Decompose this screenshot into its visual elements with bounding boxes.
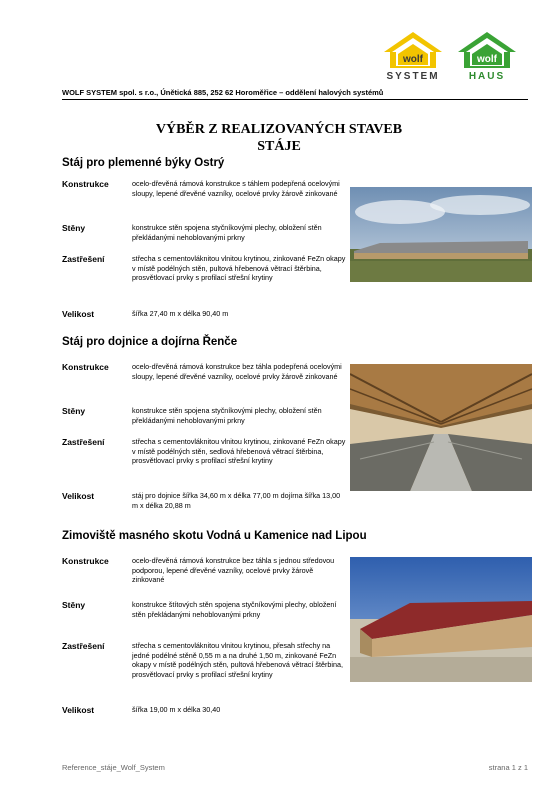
wolf-haus-logo: [452, 30, 522, 82]
section-ostry: [62, 157, 532, 327]
svg-text:wolf: wolf: [477, 54, 497, 65]
row-label: Velikost: [62, 309, 95, 319]
row-value: ocelo-dřevěná rámová konstrukce bez táhla podepřená ocelovými sloupy, lepené dřevěné vazníky, ocelové prvky žárově zinkované: [132, 362, 342, 381]
row-value: stáj pro dojnice šířka 34,60 m x délka 77,00 m dojírna šířka 13,00 m x délka 20,88 m: [132, 491, 341, 510]
row-value: střecha s cementovláknitou vlnitou krytinou, zinkované FeZn okapy v místě podélných stěn, pultová hřebenová větrací štěrbina, prosvětlovací prvky s profilací střešní krytiny: [132, 254, 346, 282]
row-value: konstrukce stěn spojena styčníkovými plechy, obložení stěn překládanými nehoblovanými prkny: [132, 406, 322, 425]
page-subtitle: STÁJE: [257, 139, 301, 154]
row-label: Velikost: [62, 705, 95, 715]
footer-filename: Reference_stáje_Wolf_System: [62, 763, 165, 772]
row-label: Konstrukce: [62, 362, 109, 372]
row-label: Zastřešení: [62, 437, 105, 447]
row-label: Zastřešení: [62, 254, 105, 264]
row-value: střecha s cementovláknitou vlnitou krytinou, zinkované FeZn okapy v místě podélných stěn, sedlová hřebenová větrací štěrbina, prosvětlovací prvky s profilací střešní krytiny: [132, 437, 346, 465]
row-value: ocelo-dřevěná rámová konstrukce bez táhla s jednou středovou podporou, lepené dřevěné vazníky, ocelové prvky žárově zinkované: [132, 556, 335, 584]
row-value: konstrukce štítových stěn spojena styčníkovými plechy, obložení stěn překládanými nehoblovanými prkny: [132, 600, 337, 619]
row-value: šířka 19,00 m x délka 30,40: [132, 705, 221, 714]
wolf-haus-house-icon: [452, 30, 522, 70]
row-label: Velikost: [62, 491, 95, 501]
row-label: Konstrukce: [62, 179, 109, 189]
section-vodna: [62, 530, 532, 730]
row-value: šířka 27,40 m x délka 90,40 m: [132, 309, 229, 318]
row-label: Stěny: [62, 223, 86, 233]
logo-group: [378, 30, 528, 82]
section-title: Stáj pro plemenné býky Ostrý: [62, 157, 225, 169]
row-label: Stěny: [62, 600, 86, 610]
row-value: ocelo-dřevěná rámová konstrukce s táhlem podepřená ocelovými sloupy, lepené dřevěné vazníky, ocelové prvky žárově zinkované: [132, 179, 340, 198]
barn-photo-ostry: [350, 187, 532, 282]
section-title: Zimoviště masného skotu Vodná u Kamenice nad Lipou: [62, 530, 367, 542]
section-title: Stáj pro dojnice a dojírna Řenče: [62, 336, 238, 348]
wolf-system-logo: [378, 30, 448, 82]
svg-text:wolf: wolf: [403, 54, 423, 65]
row-label: Zastřešení: [62, 641, 105, 651]
row-value: konstrukce stěn spojena styčníkovými plechy, obložení stěn překládanými nehoblovanými prkny: [132, 223, 322, 242]
barn-photo-rence: [350, 364, 532, 491]
company-address: WOLF SYSTEM spol. s r.o., Únětická 885, 252 62 Horoměřice – oddělení halových systémů: [62, 88, 384, 97]
header-divider: [62, 99, 528, 100]
row-label: Stěny: [62, 406, 86, 416]
logo-haus-caption: HAUS: [468, 71, 506, 82]
logo-system-caption: SYSTEM: [386, 71, 440, 82]
section-rence: [62, 336, 532, 516]
row-value: střecha s cementovláknitou vlnitou krytinou, přesah střechy na jedné podélné stěně 0,55 m a na druhé 1,50 m, zinkované FeZn okapy v místě podélných stěn, pultová hřebenová větrací štěrbina, prosvětlovací prvky s profilací střešní krytiny: [132, 641, 343, 679]
wolf-system-house-icon: [378, 30, 448, 70]
footer-page-number: strana 1 z 1: [488, 763, 528, 772]
row-label: Konstrukce: [62, 556, 109, 566]
page-title: VÝBĚR Z REALIZOVANÝCH STAVEB: [155, 122, 403, 137]
barn-photo-vodna: [350, 557, 532, 682]
